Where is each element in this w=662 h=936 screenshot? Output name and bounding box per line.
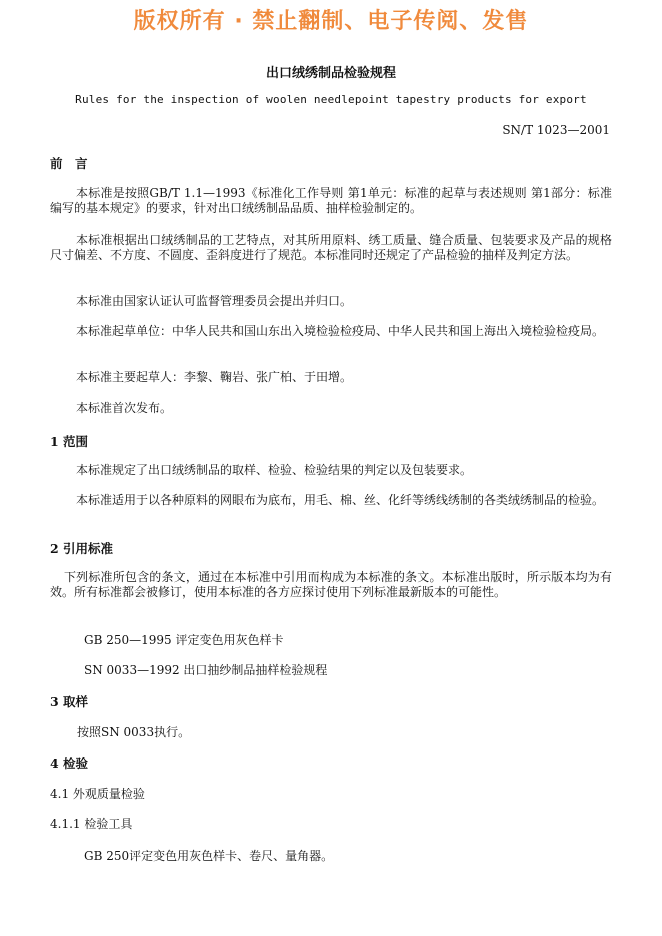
section-3-paragraph-1: 按照SN 0033执行。 — [77, 725, 191, 739]
section-1-paragraph-1: 本标准规定了出口绒绣制品的取样、检验、检验结果的判定以及包装要求。 — [76, 463, 473, 477]
reference-sn-0033: SN 0033—1992 出口抽纱制品抽样检验规程 — [84, 663, 328, 677]
reference-gb-250: GB 250—1995 评定变色用灰色样卡 — [84, 633, 284, 647]
section-2-heading: 2 引用标准 — [50, 541, 114, 556]
section-4-1-1-paragraph: GB 250评定变色用灰色样卡、卷尺、量角器。 — [84, 849, 334, 863]
foreword-paragraph-1: 本标准是按照GB/T 1.1—1993《标准化工作导则 第1单元：标准的起草与表述规则 第1部分：标准编写的基本规定》的要求，针对出口绒绣制品品质、抽样检验制定的。 — [50, 186, 612, 215]
foreword-paragraph-5: 本标准主要起草人：李黎、鞠岩、张广柏、于田增。 — [76, 370, 353, 384]
section-1-paragraph-2: 本标准适用于以各种原料的网眼布为底布，用毛、棉、丝、化纤等绣线绣制的各类绒绣制品的检验。 — [76, 493, 605, 507]
section-2-paragraph-1: 下列标准所包含的条文，通过在本标准中引用而构成为本标准的条文。本标准出版时，所示版本均为有效。所有标准都会被修订，使用本标准的各方应探讨使用下列标准最新版本的可能性。 — [50, 570, 612, 599]
foreword-paragraph-2: 本标准根据出口绒绣制品的工艺特点，对其所用原料、绣工质量、缝合质量、包装要求及产品的规格尺寸偏差、不方度、不圆度、歪斜度进行了规范。本标准同时还规定了产品检验的抽样及判定方法。 — [50, 233, 612, 262]
foreword-paragraph-3: 本标准由国家认证认可监督管理委员会提出并归口。 — [76, 294, 353, 308]
section-4-1-1-heading: 4.1.1 检验工具 — [50, 817, 133, 831]
copyright-watermark: 版权所有 · 禁止翻制、电子传阅、发售 — [133, 9, 529, 34]
section-4-heading: 4 检验 — [50, 756, 89, 771]
section-4-1-heading: 4.1 外观质量检验 — [50, 787, 145, 801]
section-3-heading: 3 取样 — [50, 694, 89, 709]
foreword-paragraph-4: 本标准起草单位：中华人民共和国山东出入境检验检疫局、中华人民共和国上海出入境检验检疫局。 — [76, 324, 605, 338]
document-subtitle: Rules for the inspection of woolen needlepoint tapestry products for export — [75, 93, 587, 106]
standard-code: SN/T 1023—2001 — [502, 123, 610, 137]
foreword-heading: 前 言 — [50, 156, 88, 171]
foreword-paragraph-6: 本标准首次发布。 — [76, 401, 173, 415]
document-title: 出口绒绣制品检验规程 — [265, 66, 396, 81]
section-1-heading: 1 范围 — [50, 434, 89, 449]
